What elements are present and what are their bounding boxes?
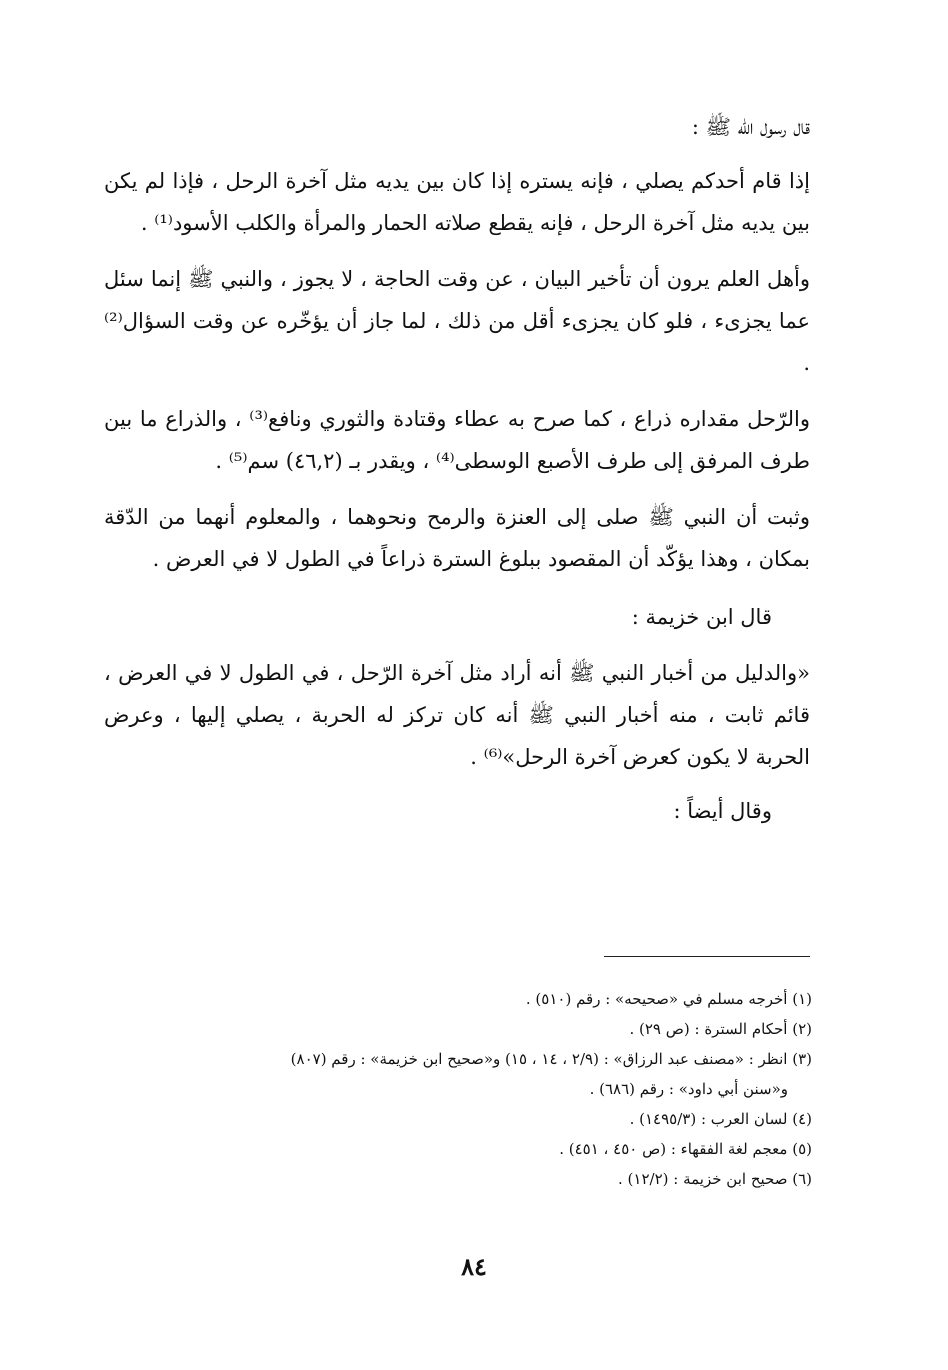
footnote-divider <box>604 956 810 957</box>
footnote-3: (٣) انظر : «مصنف عبد الرزاق» : (٢/٩ ، ١٤ ، ١٥) و«صحيح ابن خزيمة» : رقم (٨٠٧) <box>290 1050 812 1068</box>
ibn-khuzaymah-heading: قال ابن خزيمة : <box>631 605 772 629</box>
footnote-5: (٥) معجم لغة الفقهاء : (ص ٤٥٠ ، ٤٥١) . <box>559 1140 812 1158</box>
ibn-khuzaymah-quote: «والدليل من أخبار النبي ﷺ أنه أراد مثل آخرة الرّحل ، في الطول لا في العرض ، قائم ثابت ، منه أخبار النبي ﷺ أنه كان تركز له الحربة ، يصلي إليها ، وعرض الحربة لا يكون كعرض آخرة الرحل»⁽⁶⁾ . <box>104 661 810 769</box>
footnotes <box>104 984 812 1194</box>
footnote-6: (٦) صحيح ابن خزيمة : (١٢/٢) . <box>618 1170 812 1188</box>
spear-paragraph: وثبت أن النبي ﷺ صلى إلى العنزة والرمح ونحوهما ، والمعلوم أنهما من الدّقة بمكان ، وهذا يؤكّد أن المقصود ببلوغ السترة ذراعاً في الطول لا في العرض . <box>104 505 810 571</box>
page-number: ٨٤ <box>461 1252 487 1281</box>
intro-line: قال رسول الله ﷺ : <box>691 115 810 139</box>
rahl-measure-paragraph: والرّحل مقداره ذراع ، كما صرح به عطاء وقتادة والثوري ونافع⁽³⁾ ، والذراع ما بين طرف المرفق إلى طرف الأصبع الوسطى⁽⁴⁾ ، ويقدر بـ (٤٦,٢) سم⁽⁵⁾ . <box>104 407 811 473</box>
footnote-3-continued: و«سنن أبي داود» : رقم (٦٨٦) . <box>589 1080 788 1098</box>
footnote-4: (٤) لسان العرب : (١٤٩٥/٣) . <box>629 1110 812 1128</box>
main-text <box>104 112 810 832</box>
hadith-paragraph: إذا قام أحدكم يصلي ، فإنه يستره إذا كان بين يديه مثل آخرة الرحل ، فإذا لم يكن بين يديه مثل آخرة الرحل ، فإنه يقطع صلاته الحمار والمرأة والكلب الأسود⁽¹⁾ . <box>104 169 810 235</box>
footnote-2: (٢) أحكام السترة : (ص ٢٩) . <box>629 1020 812 1038</box>
footnote-1: (١) أخرجه مسلم في «صحيحه» : رقم (٥١٠) . <box>525 990 812 1008</box>
also-said-heading: وقال أيضاً : <box>673 799 772 823</box>
scholars-paragraph: وأهل العلم يرون أن تأخير البيان ، عن وقت الحاجة ، لا يجوز ، والنبي ﷺ إنما سئل عما يجزىء ، فلو كان يجزىء أقل من ذلك ، لما جاز أن يؤخّره عن وقت السؤال⁽²⁾ . <box>104 267 810 375</box>
